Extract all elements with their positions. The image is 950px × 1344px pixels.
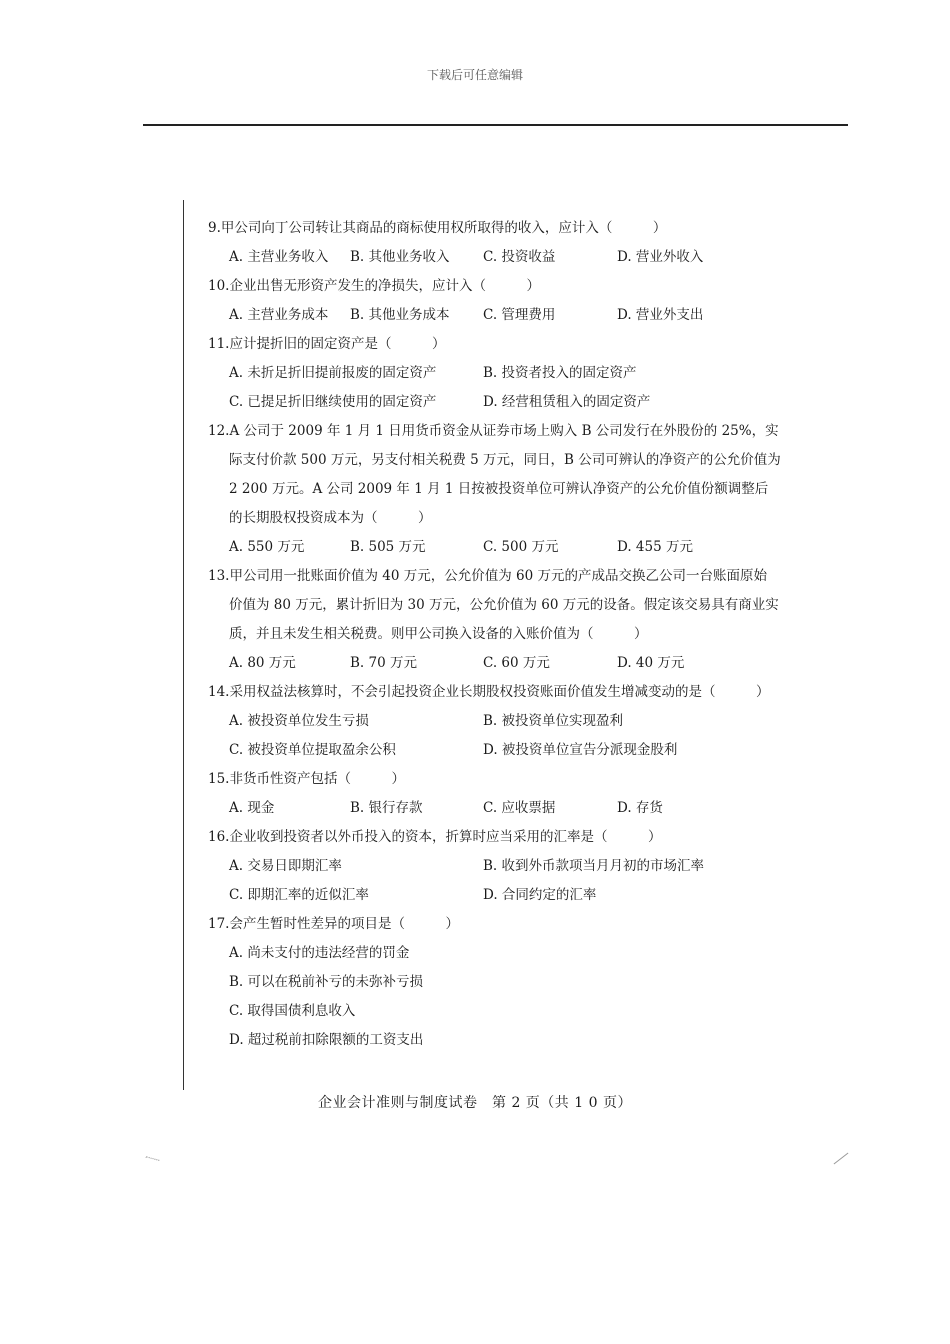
option-label: A. 尚未支付的违法经营的罚金 [229, 945, 410, 961]
option-label: C. 应收票据 [483, 800, 556, 816]
options-row [208, 852, 798, 881]
option-label: B. 银行存款 [350, 800, 423, 816]
question-item [208, 910, 798, 1055]
options-row [208, 881, 798, 910]
option-label: C. 已提足折旧继续使用的固定资产 [229, 394, 437, 410]
question-stem: 9.甲公司向丁公司转让其商品的商标使用权所取得的收入，应计入（ ） [208, 220, 667, 236]
question-stem-continued: 的长期股权投资成本为（ ） [229, 510, 432, 526]
option-label: C. 投资收益 [483, 249, 556, 265]
option-label: C. 即期汇率的近似汇率 [229, 887, 369, 903]
option-label: A. 主营业务成本 [229, 307, 329, 323]
option-label: D. 存货 [617, 800, 663, 816]
question-stem-continued: 价值为 80 万元，累计折旧为 30 万元，公允价值为 60 万元的设备。假定该交易具有商业实 [229, 597, 779, 613]
question-stem-continued: 际支付价款 500 万元，另支付相关税费 5 万元，同日，B 公司可辨认的净资产的公允价值为 [229, 452, 781, 468]
question-stem: 11.应计提折旧的固定资产是（ ） [208, 336, 446, 352]
option-label: C. 被投资单位提取盈余公积 [229, 742, 396, 758]
option-label: A. 现金 [229, 800, 275, 816]
option-label: D. 营业外支出 [617, 307, 704, 323]
option-label: A. 交易日即期汇率 [229, 858, 342, 874]
option-label: B. 可以在税前补亏的未弥补亏损 [229, 974, 424, 990]
options-row [208, 1026, 798, 1055]
option-label: C. 管理费用 [483, 307, 556, 323]
option-label: B. 其他业务成本 [350, 307, 450, 323]
scan-mark [834, 1153, 849, 1165]
question-item [208, 765, 798, 823]
option-label: B. 其他业务收入 [350, 249, 450, 265]
question-item [208, 678, 798, 765]
option-label: D. 超过税前扣除限额的工资支出 [229, 1032, 424, 1048]
question-item [208, 417, 798, 562]
options-row [208, 997, 798, 1026]
question-item [208, 214, 798, 272]
option-label: A. 550 万元 [229, 539, 305, 555]
options-row [208, 649, 798, 678]
options-row [208, 736, 798, 765]
option-label: D. 合同约定的汇率 [483, 887, 597, 903]
options-row [208, 359, 798, 388]
binding-line [183, 200, 184, 1090]
options-row [208, 794, 798, 823]
option-label: D. 经营租赁租入的固定资产 [483, 394, 651, 410]
question-stem: 15.非货币性资产包括（ ） [208, 771, 405, 787]
question-stem-continued: 质，并且未发生相关税费。则甲公司换入设备的入账价值为（ ） [229, 626, 648, 642]
option-label: A. 未折足折旧提前报废的固定资产 [229, 365, 437, 381]
option-label: D. 被投资单位宣告分派现金股利 [483, 742, 678, 758]
option-label: A. 被投资单位发生亏损 [229, 713, 369, 729]
options-row [208, 707, 798, 736]
options-row [208, 939, 798, 968]
question-stem: 10.企业出售无形资产发生的净损失，应计入（ ） [208, 278, 540, 294]
option-label: B. 投资者投入的固定资产 [483, 365, 637, 381]
options-row [208, 243, 798, 272]
option-label: C. 取得国债利息收入 [229, 1003, 356, 1019]
question-stem: 14.采用权益法核算时，不会引起投资企业长期股权投资账面价值发生增减变动的是（ ） [208, 684, 770, 700]
question-stem: 16.企业收到投资者以外币投入的资本，折算时应当采用的汇率是（ ） [208, 829, 662, 845]
option-label: D. 40 万元 [617, 655, 685, 671]
option-label: B. 505 万元 [350, 539, 426, 555]
options-row [208, 968, 798, 997]
option-label: B. 收到外币款项当月月初的市场汇率 [483, 858, 705, 874]
option-label: D. 营业外收入 [617, 249, 704, 265]
option-label: D. 455 万元 [617, 539, 693, 555]
options-row [208, 301, 798, 330]
question-stem: 13.甲公司用一批账面价值为 40 万元，公允价值为 60 万元的产成品交换乙公司一台账面原始 [208, 568, 767, 584]
question-stem-continued: 2 200 万元。A 公司 2009 年 1 月 1 日按被投资单位可辨认净资产的公允价值份额调整后 [229, 481, 769, 497]
page-footer: 企业会计准则与制度试卷 第 2 页（共 1 0 页） [318, 1095, 632, 1111]
question-item [208, 272, 798, 330]
question-list [208, 214, 798, 1055]
option-label: A. 主营业务收入 [229, 249, 329, 265]
options-row [208, 388, 798, 417]
question-stem: 12.A 公司于 2009 年 1 月 1 日用货币资金从证券市场上购入 B 公司发行在外股份的 25%，实 [208, 423, 779, 439]
option-label: C. 60 万元 [483, 655, 550, 671]
option-label: B. 70 万元 [350, 655, 417, 671]
option-label: B. 被投资单位实现盈利 [483, 713, 624, 729]
header-note: 下载后可任意编辑 [426, 68, 523, 82]
option-label: A. 80 万元 [229, 655, 296, 671]
options-row [208, 533, 798, 562]
question-item [208, 823, 798, 910]
option-label: C. 500 万元 [483, 539, 559, 555]
scan-mark [145, 1156, 160, 1164]
header-rule [143, 124, 848, 126]
question-stem: 17.会产生暂时性差异的项目是（ ） [208, 916, 459, 932]
question-item [208, 562, 798, 678]
question-item [208, 330, 798, 417]
